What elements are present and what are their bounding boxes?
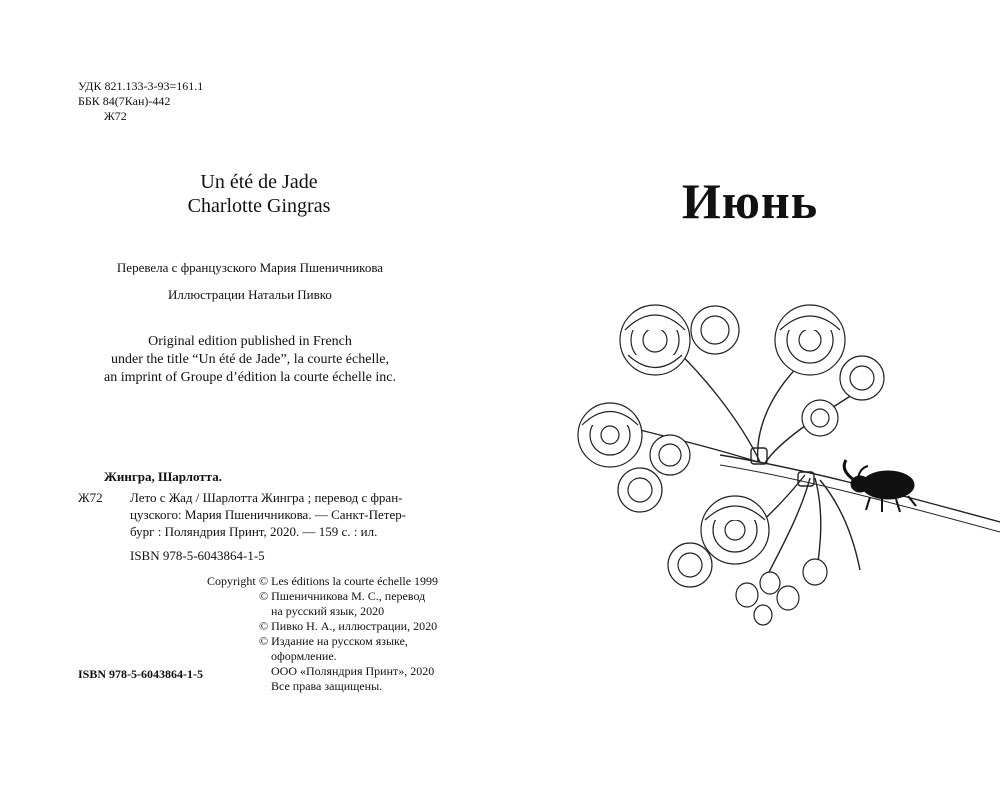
- rose-flower: [618, 468, 662, 512]
- right-page: [500, 0, 1000, 789]
- rose-flower: [668, 543, 712, 587]
- udk-code: УДК 821.133-3-93=161.1: [78, 79, 204, 93]
- catalog-line: цузского: Мария Пшеничникова. — Санкт-Петер-: [130, 507, 407, 522]
- copyright-line: оформление.: [271, 649, 337, 663]
- beetle-icon: [844, 460, 916, 512]
- copyright-line: © Пшеничникова М. С., перевод: [259, 589, 426, 603]
- flower-branch-illustration: [570, 300, 1000, 630]
- rosebud: [736, 583, 758, 607]
- copyright-label: Copyright: [207, 574, 256, 588]
- chapter-title: Июнь: [681, 173, 819, 229]
- translator-credit: Перевела с французского Мария Пшеничникова: [116, 260, 384, 275]
- rose-flower: [840, 356, 884, 400]
- rose-flower: [775, 305, 845, 375]
- original-title: Un été de Jade: [200, 171, 318, 193]
- copyright-line: ООО «Поляндрия Принт», 2020: [271, 664, 435, 678]
- rose-flower: [701, 496, 769, 564]
- catalog-isbn: ISBN 978-5-6043864-1-5: [130, 548, 265, 563]
- catalog-line: бург : Поляндрия Принт, 2020. — 159 с. : ил.: [130, 524, 378, 539]
- catalog-code: Ж72: [78, 490, 103, 505]
- catalog-heading: Жингра, Шарлотта.: [104, 469, 222, 484]
- original-edition-line: under the title “Un été de Jade”, la courte échelle,: [111, 352, 389, 367]
- catalog-line: Лето с Жад / Шарлотта Жингра ; перевод с фран-: [130, 490, 403, 505]
- original-author: Charlotte Gingras: [187, 195, 331, 217]
- rose-flower: [802, 400, 838, 436]
- copyright-list: [259, 574, 438, 694]
- rose-flower: [691, 306, 739, 354]
- copyright-line: на русский язык, 2020: [271, 604, 385, 618]
- illustrator-credit: Иллюстрации Натальи Пивко: [168, 287, 332, 302]
- rose-flower: [620, 305, 690, 375]
- rosebud: [803, 559, 827, 585]
- catalog-description: [130, 489, 406, 540]
- rosebud: [777, 586, 799, 610]
- original-edition-line: an imprint of Groupe d’édition la courte échelle inc.: [104, 370, 396, 385]
- rosebud: [760, 572, 780, 594]
- isbn-bottom: ISBN 978-5-6043864-1-5: [78, 667, 203, 681]
- original-edition-note: [0, 333, 500, 387]
- copyright-line: Все права защищены.: [271, 679, 383, 693]
- copyright-line: © Les éditions la courte échelle 1999: [259, 574, 439, 588]
- rosebud: [754, 605, 772, 625]
- copyright-line: © Издание на русском языке,: [259, 634, 408, 648]
- original-edition-line: Original edition published in French: [148, 334, 352, 349]
- bbk-code: ББК 84(7Кан)-442: [78, 94, 171, 108]
- copyright-line: © Пивко Н. А., иллюстрации, 2020: [259, 619, 438, 633]
- rose-flower: [650, 435, 690, 475]
- author-mark: Ж72: [104, 109, 127, 123]
- rose-flower: [578, 403, 642, 467]
